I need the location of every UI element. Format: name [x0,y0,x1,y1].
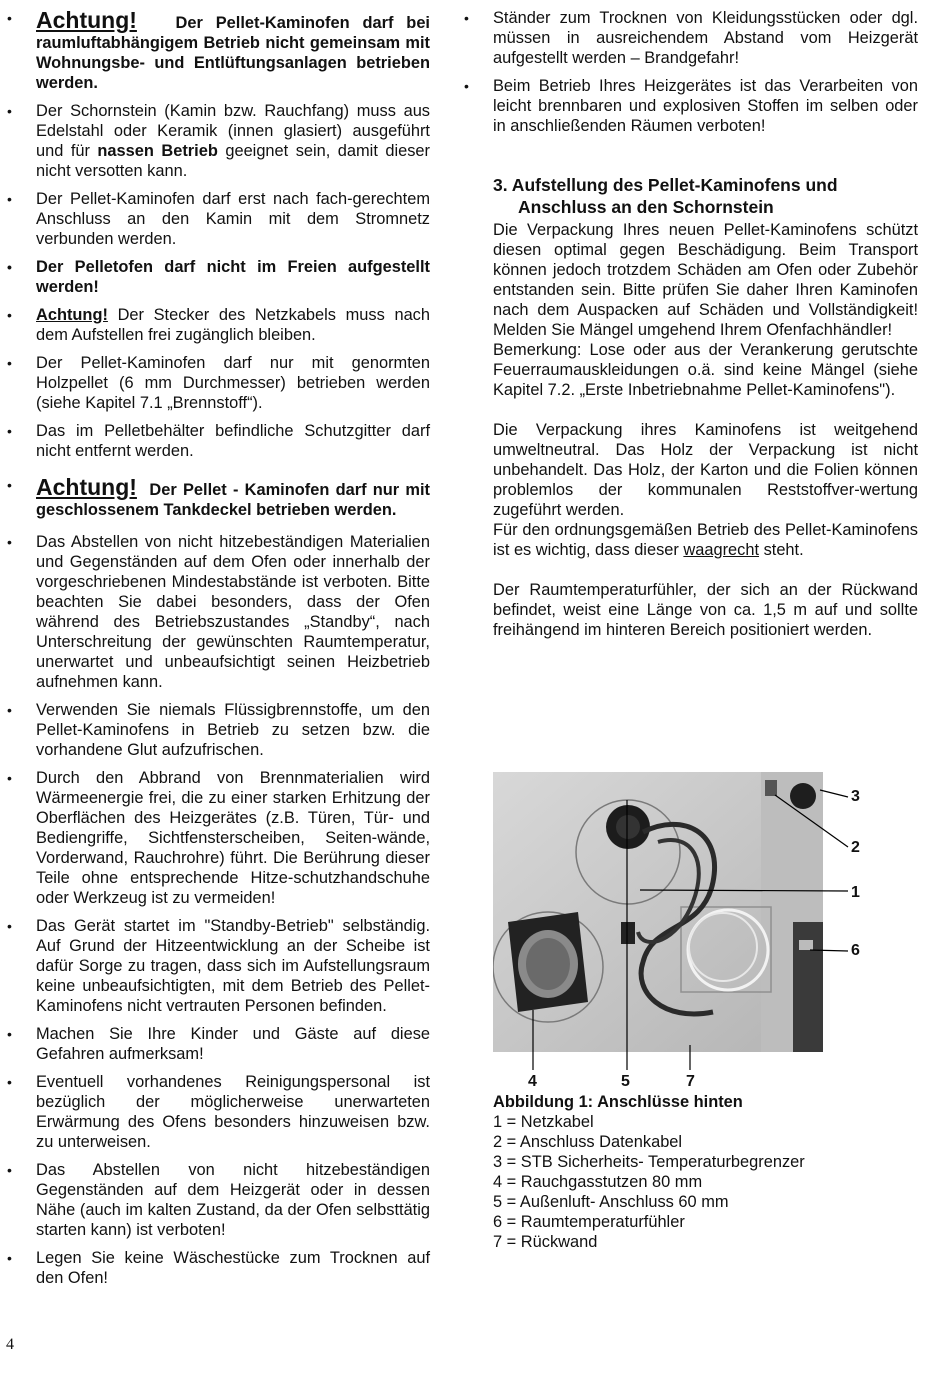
safety-list [36,8,430,1288]
paragraph: Für den ordnungsgemäßen Betrieb des Pellet-Kaminofens ist es wichtig, dass dieser waagrecht steht. [493,521,918,559]
list-item: • Der Pellet-Kaminofen darf nur mit genormten Holzpellet (6 mm Durchmesser) betrieben werden (siehe Kapitel 7.1 „Brennstoff“). [36,353,430,413]
legend-item: 4 = Rauchgasstutzen 80 mm [493,1173,703,1191]
stove-rear-drawing [493,772,823,1052]
legend-item: 3 = STB Sicherheits- Temperaturbegrenzer [493,1153,805,1171]
right-column [493,8,918,640]
legend-item: 5 = Außenluft- Anschluss 60 mm [493,1193,729,1211]
callout-label: 6 [851,942,860,959]
list-item: • Das Gerät startet im "Standby-Betrieb" selbständig. Auf Grund der Hitzeentwicklung an der Scheibe ist dafür Sorge zu tragen, dass sich im Aufstellungsraum keine unbeaufsichtigten, mit dem Betrieb des Pellet-Kaminofens nicht vertrauten Personen befinden. [36,916,430,1016]
list-item: • Achtung! Der Stecker des Netzkabels muss nach dem Aufstellen frei zugänglich bleiben. [36,305,430,345]
paragraph: Die Verpackung ihres Kaminofens ist weitgehend umweltneutral. Das Holz der Verpackung ist nicht unbehandelt. Das Holz, der Karton und die Folien können problemlos der kommunalen Reststoffver-wertung zugeführt werden. [493,421,918,519]
legend-item: 6 = Raumtemperaturfühler [493,1213,685,1231]
list-item: • Der Schornstein (Kamin bzw. Rauchfang) muss aus Edelstahl oder Keramik (innen glasiert) ausgeführt und für nassen Betrieb geeignet sein, damit dieser nicht versotten kann. [36,101,430,181]
list-item: • Eventuell vorhandenes Reinigungspersonal ist bezüglich der möglicherweise unerwarteten Erwärmung des Ofens besonders hinzuweisen bzw. zu unterweisen. [36,1072,430,1152]
list-item: • Der Pelletofen darf nicht im Freien aufgestellt werden! [36,257,430,297]
left-column [36,8,430,1296]
warning-label: Achtung! [36,474,137,500]
list-item: • Verwenden Sie niemals Flüssigbrennstoffe, um den Pellet-Kaminofens in Betrieb zu setzen bzw. die vorhandene Glut aufzufrischen. [36,700,430,760]
legend-item: 1 = Netzkabel [493,1113,594,1131]
callout-label: 1 [851,884,860,901]
paragraph: Die Verpackung Ihres neuen Pellet-Kaminofens schützt diesen optimal gegen Beschädigung. Beim Transport können jedoch trotzdem Schäden am Ofen oder Zubehör entstanden sein. Bitte prüfen Sie daher Ihren Kaminofen nach dem Auspacken auf Schäden und Vollständigkeit! Melden Sie Mängel umgehend Ihrem Ofenfachhändler! [493,221,918,339]
figure-caption [493,1092,913,1252]
warning-label: Achtung! [36,7,137,33]
list-item: • Der Pellet-Kaminofen darf erst nach fach-gerechtem Anschluss an den Kamin mit dem Stromnetz verbunden werden. [36,189,430,249]
list-item: • Das im Pelletbehälter befindliche Schutzgitter darf nicht entfernt werden. [36,421,430,461]
list-item: • Ständer zum Trocknen von Kleidungsstücken oder dgl. müssen in ausreichendem Abstand vom Heizgerät aufgestellt werden – Brandgefahr! [493,8,918,68]
list-item: • Durch den Abbrand von Brennmaterialien wird Wärmeenergie frei, die zu einer starken Erhitzung der Oberflächen des Heizgerätes (z.B. Türen, Tür- und Bediengriffe, Sichtfensterscheiben, Seiten-wände, Vorderwand, Rauchrohre) führt. Die Berührung dieser Teile ohne entsprechende Hitze-schutzhandschuhe oder Werkzeug ist zu vermeiden! [36,768,430,908]
list-item: • Das Abstellen von nicht hitzebeständigen Materialien und Gegenständen auf dem Ofen oder innerhalb der vorgeschriebenen Mindestabstände ist verboten. Bitte beachten Sie dabei besonders, dass der Ofen während des Betriebszustandes „Standby“, nach Unterschreitung der gewünschten Raumtemperatur, unerwartet und unbeaufsichtigt seinen Heizbetrieb aufnehmen kann. [36,532,430,692]
caption-title: Abbildung 1: Anschlüsse hinten [493,1093,743,1111]
list-item: • Das Abstellen von nicht hitzebeständigen Gegenständen auf dem Heizgerät oder in dessen Nähe (auch im kalten Zustand, da der Ofen selbsttätig starten kann) ist verboten! [36,1160,430,1240]
callout-label: 5 [621,1073,630,1090]
list-item: • Beim Betrieb Ihres Heizgerätes ist das Verarbeiten von leicht brennbaren und explosiven Stoffen im selben oder in anschließenden Räumen verboten! [493,76,918,136]
list-item: • Legen Sie keine Wäschestücke zum Trocknen auf den Ofen! [36,1248,430,1288]
page-number: 4 [6,1336,14,1353]
stove-rear-photo [493,772,823,1052]
callout-label: 3 [851,788,860,805]
safety-list-continued [493,8,918,136]
warning-label: Achtung! [36,306,108,324]
legend-item: 2 = Anschluss Datenkabel [493,1133,683,1151]
list-item: • Machen Sie Ihre Kinder und Gäste auf diese Gefahren aufmerksam! [36,1024,430,1064]
legend-item: 7 = Rückwand [493,1233,598,1251]
section-heading: 3. Aufstellung des Pellet-Kaminofens und Anschluss an den Schornstein [493,175,838,217]
list-item: • Achtung! Der Pellet - Kaminofen darf nur mit geschlossenem Tankdeckel betrieben werden. [36,475,430,520]
callout-label: 4 [528,1073,537,1090]
list-item: • Achtung! Der Pellet-Kaminofen darf bei raumluftabhängigem Betrieb nicht gemeinsam mit Wohnungsbe- und Entlüftungsanlagen betrieben werden. [36,8,430,93]
callout-label: 2 [851,839,860,856]
callout-label: 7 [686,1073,695,1090]
paragraph: Der Raumtemperaturfühler, der sich an der Rückwand befindet, weist eine Länge von ca. 1,5 m auf und sollte freihängend im hinteren Bereich positioniert werden. [493,581,918,639]
paragraph: Bemerkung: Lose oder aus der Verankerung gerutschte Feuerraumauskleidungen o.ä. sind keine Mängel (siehe Kapitel 7.2. „Erste Inbetriebnahme Pellet-Kaminofens"). [493,341,918,399]
